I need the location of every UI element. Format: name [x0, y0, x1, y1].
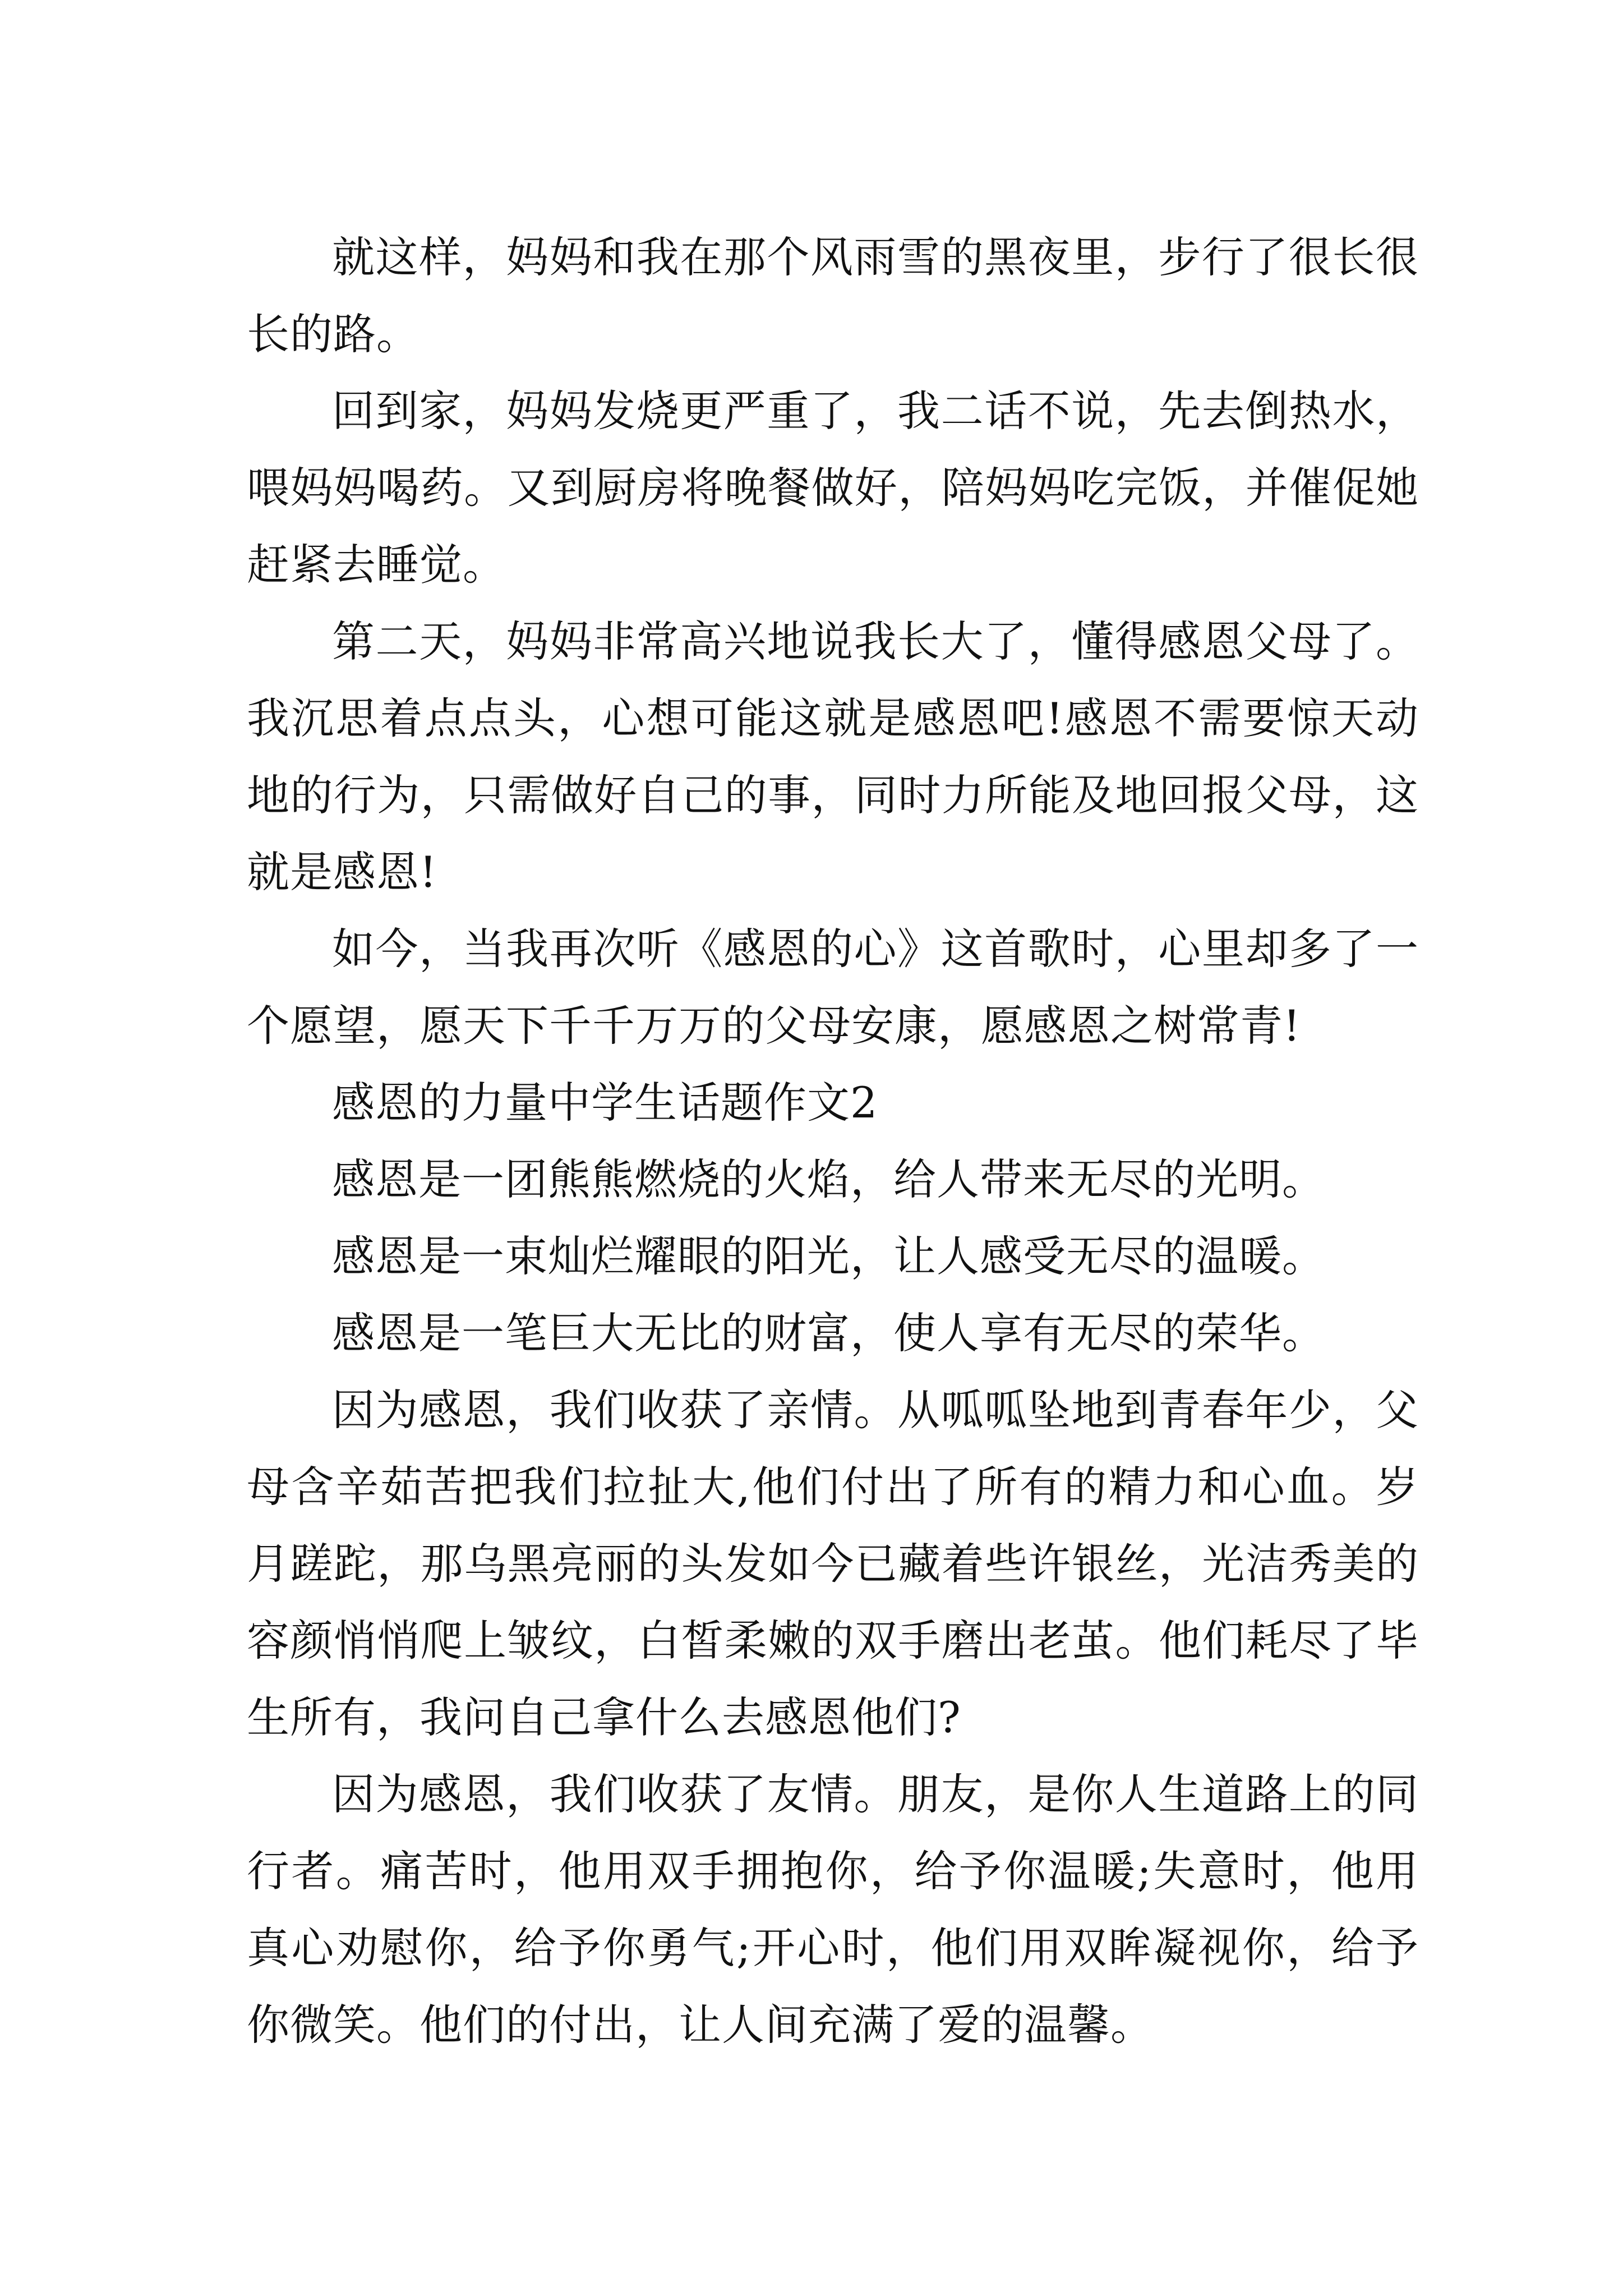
- paragraph: 就这样，妈妈和我在那个风雨雪的黑夜里，步行了很长很长的路。: [247, 232, 1419, 359]
- section-title: 感恩的力量中学生话题作文2: [332, 1078, 878, 1128]
- paragraph: 感恩是一笔巨大无比的财富，使人享有无尽的荣华。: [332, 1308, 1325, 1358]
- paragraph: 因为感恩，我们收获了友情。朋友，是你人生道路上的同行者。痛苦时，他用双手拥抱你，给予你温暖;失意时，他用真心劝慰你，给予你勇气;开心时，他们用双眸凝视你，给予你微笑。他们的付出，让人间充满了爱的温馨。: [247, 1769, 1419, 2050]
- paragraph: 因为感恩，我们收获了亲情。从呱呱坠地到青春年少，父母含辛茹苦把我们拉扯大,他们付出了所有的精力和心血。岁月蹉跎，那乌黑亮丽的头发如今已藏着些许银丝，光洁秀美的容颜悄悄爬上皱纹，白皙柔嫩的双手磨出老茧。他们耗尽了毕生所有，我问自己拿什么去感恩他们?: [247, 1385, 1419, 1742]
- document-body: [247, 219, 1419, 2063]
- paragraph: 感恩是一束灿烂耀眼的阳光，让人感受无尽的温暖。: [332, 1231, 1325, 1281]
- paragraph: 感恩是一团熊熊燃烧的火焰，给人带来无尽的光明。: [332, 1154, 1325, 1204]
- paragraph: 如今，当我再次听《感恩的心》这首歌时，心里却多了一个愿望，愿天下千千万万的父母安康，愿感恩之树常青!: [247, 924, 1419, 1051]
- paragraph: 第二天，妈妈非常高兴地说我长大了，懂得感恩父母了。我沉思着点点头，心想可能这就是感恩吧!感恩不需要惊天动地的行为，只需做好自己的事，同时力所能及地回报父母，这就是感恩!: [247, 616, 1419, 897]
- paragraph: 回到家，妈妈发烧更严重了，我二话不说，先去倒热水，喂妈妈喝药。又到厨房将晚餐做好，陪妈妈吃完饭，并催促她赶紧去睡觉。: [247, 386, 1419, 590]
